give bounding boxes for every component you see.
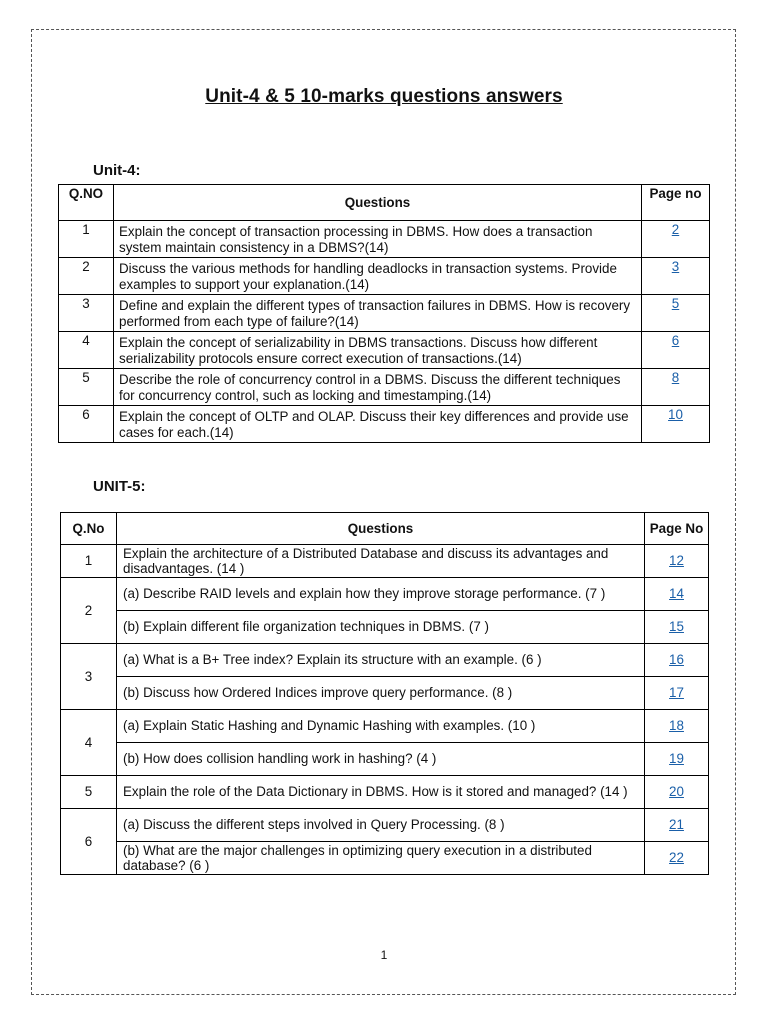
table-row: [61, 545, 709, 578]
page-link[interactable]: 2: [671, 222, 680, 237]
qno-cell: 6: [61, 809, 117, 875]
qno-cell: 3: [59, 295, 114, 332]
qno-cell: 4: [61, 710, 117, 776]
unit4-header-page: Page no: [642, 185, 710, 221]
question-cell: (a) Discuss the different steps involved in Query Processing. (8 ): [117, 809, 645, 842]
unit5-header-questions: Questions: [117, 513, 645, 545]
page-cell: [642, 332, 710, 369]
page-cell: [642, 406, 710, 443]
document-title: Unit-4 & 5 10-marks questions answers: [205, 86, 563, 107]
page-cell: [642, 369, 710, 406]
page-link[interactable]: 3: [671, 259, 680, 274]
page-cell: [642, 221, 710, 258]
page-cell: [645, 545, 709, 578]
question-cell: (a) What is a B+ Tree index? Explain its structure with an example. (6 ): [117, 644, 645, 677]
table-row: [61, 776, 709, 809]
qno-cell: 1: [61, 545, 117, 578]
unit5-label: UNIT-5:: [93, 478, 146, 495]
page-link[interactable]: 18: [669, 718, 684, 734]
table-row: [61, 677, 709, 710]
question-cell: Define and explain the different types of transaction failures in DBMS. How is recovery performed from each type of failure?(14): [114, 295, 642, 332]
qno-cell: 5: [61, 776, 117, 809]
unit5-table: [60, 512, 709, 875]
qno-cell: 1: [59, 221, 114, 258]
question-cell: (b) Discuss how Ordered Indices improve query performance. (8 ): [117, 677, 645, 710]
qno-cell: 3: [61, 644, 117, 710]
question-cell: (b) How does collision handling work in hashing? (4 ): [117, 743, 645, 776]
qno-cell: 4: [59, 332, 114, 369]
page-link[interactable]: 21: [669, 817, 684, 833]
qno-cell: 6: [59, 406, 114, 443]
page-cell: [645, 776, 709, 809]
table-row: [59, 406, 710, 443]
table-row: [61, 611, 709, 644]
qno-cell: 2: [59, 258, 114, 295]
question-cell: Explain the architecture of a Distributed Database and discuss its advantages and disadvantages. (14 ): [117, 545, 645, 578]
page-cell: [645, 611, 709, 644]
question-cell: Discuss the various methods for handling deadlocks in transaction systems. Provide examples to support your explanation.(14): [114, 258, 642, 295]
page-cell: [645, 578, 709, 611]
question-cell: Explain the concept of transaction processing in DBMS. How does a transaction system maintain consistency in a DBMS?(14): [114, 221, 642, 258]
page-link[interactable]: 10: [668, 407, 683, 422]
unit5-header-qno: Q.No: [61, 513, 117, 545]
page-cell: [642, 295, 710, 332]
question-cell: Explain the concept of serializability in DBMS transactions. Discuss how different serializability protocols ensure correct execution of transactions.(14): [114, 332, 642, 369]
page-link[interactable]: 22: [669, 850, 684, 866]
page-link[interactable]: 17: [669, 685, 684, 701]
question-cell: (b) Explain different file organization techniques in DBMS. (7 ): [117, 611, 645, 644]
page-link[interactable]: 19: [669, 751, 684, 767]
unit4-header-questions: Questions: [114, 185, 642, 221]
unit4-table: [58, 184, 710, 443]
table-row: [59, 221, 710, 258]
question-cell: Explain the role of the Data Dictionary in DBMS. How is it stored and managed? (14 ): [117, 776, 645, 809]
table-row: [61, 743, 709, 776]
page-cell: [645, 677, 709, 710]
unit4-header-qno: Q.NO: [59, 185, 114, 221]
page-link[interactable]: 12: [669, 553, 684, 569]
unit4-label: Unit-4:: [93, 162, 141, 179]
table-row: [61, 809, 709, 842]
page-link[interactable]: 5: [671, 296, 680, 311]
question-cell: Explain the concept of OLTP and OLAP. Discuss their key differences and provide use cases for each.(14): [114, 406, 642, 443]
page-number: 1: [380, 948, 388, 962]
question-cell: (a) Describe RAID levels and explain how they improve storage performance. (7 ): [117, 578, 645, 611]
page-link[interactable]: 20: [669, 784, 684, 800]
table-row: [59, 332, 710, 369]
unit4-header-row: [59, 185, 710, 221]
page-link[interactable]: 8: [671, 370, 680, 385]
qno-cell: 5: [59, 369, 114, 406]
question-cell: (a) Explain Static Hashing and Dynamic Hashing with examples. (10 ): [117, 710, 645, 743]
question-cell: Describe the role of concurrency control in a DBMS. Discuss the different techniques for concurrency control, such as locking and timestamping.(14): [114, 369, 642, 406]
table-row: [61, 710, 709, 743]
table-row: [59, 369, 710, 406]
page-link[interactable]: 15: [669, 619, 684, 635]
page-link[interactable]: 14: [669, 586, 684, 602]
unit5-header-page: Page No: [645, 513, 709, 545]
table-row: [61, 578, 709, 611]
page-cell: [645, 644, 709, 677]
page-cell: [645, 710, 709, 743]
page-cell: [645, 743, 709, 776]
page-cell: [642, 258, 710, 295]
page-link[interactable]: 6: [671, 333, 680, 348]
page-cell: [645, 809, 709, 842]
table-row: [59, 295, 710, 332]
table-row: [61, 644, 709, 677]
unit5-header-row: [61, 513, 709, 545]
page-link[interactable]: 16: [669, 652, 684, 668]
table-row: [59, 258, 710, 295]
question-cell: (b) What are the major challenges in optimizing query execution in a distributed database? (6 ): [117, 842, 645, 875]
qno-cell: 2: [61, 578, 117, 644]
table-row: [61, 842, 709, 875]
page-cell: [645, 842, 709, 875]
